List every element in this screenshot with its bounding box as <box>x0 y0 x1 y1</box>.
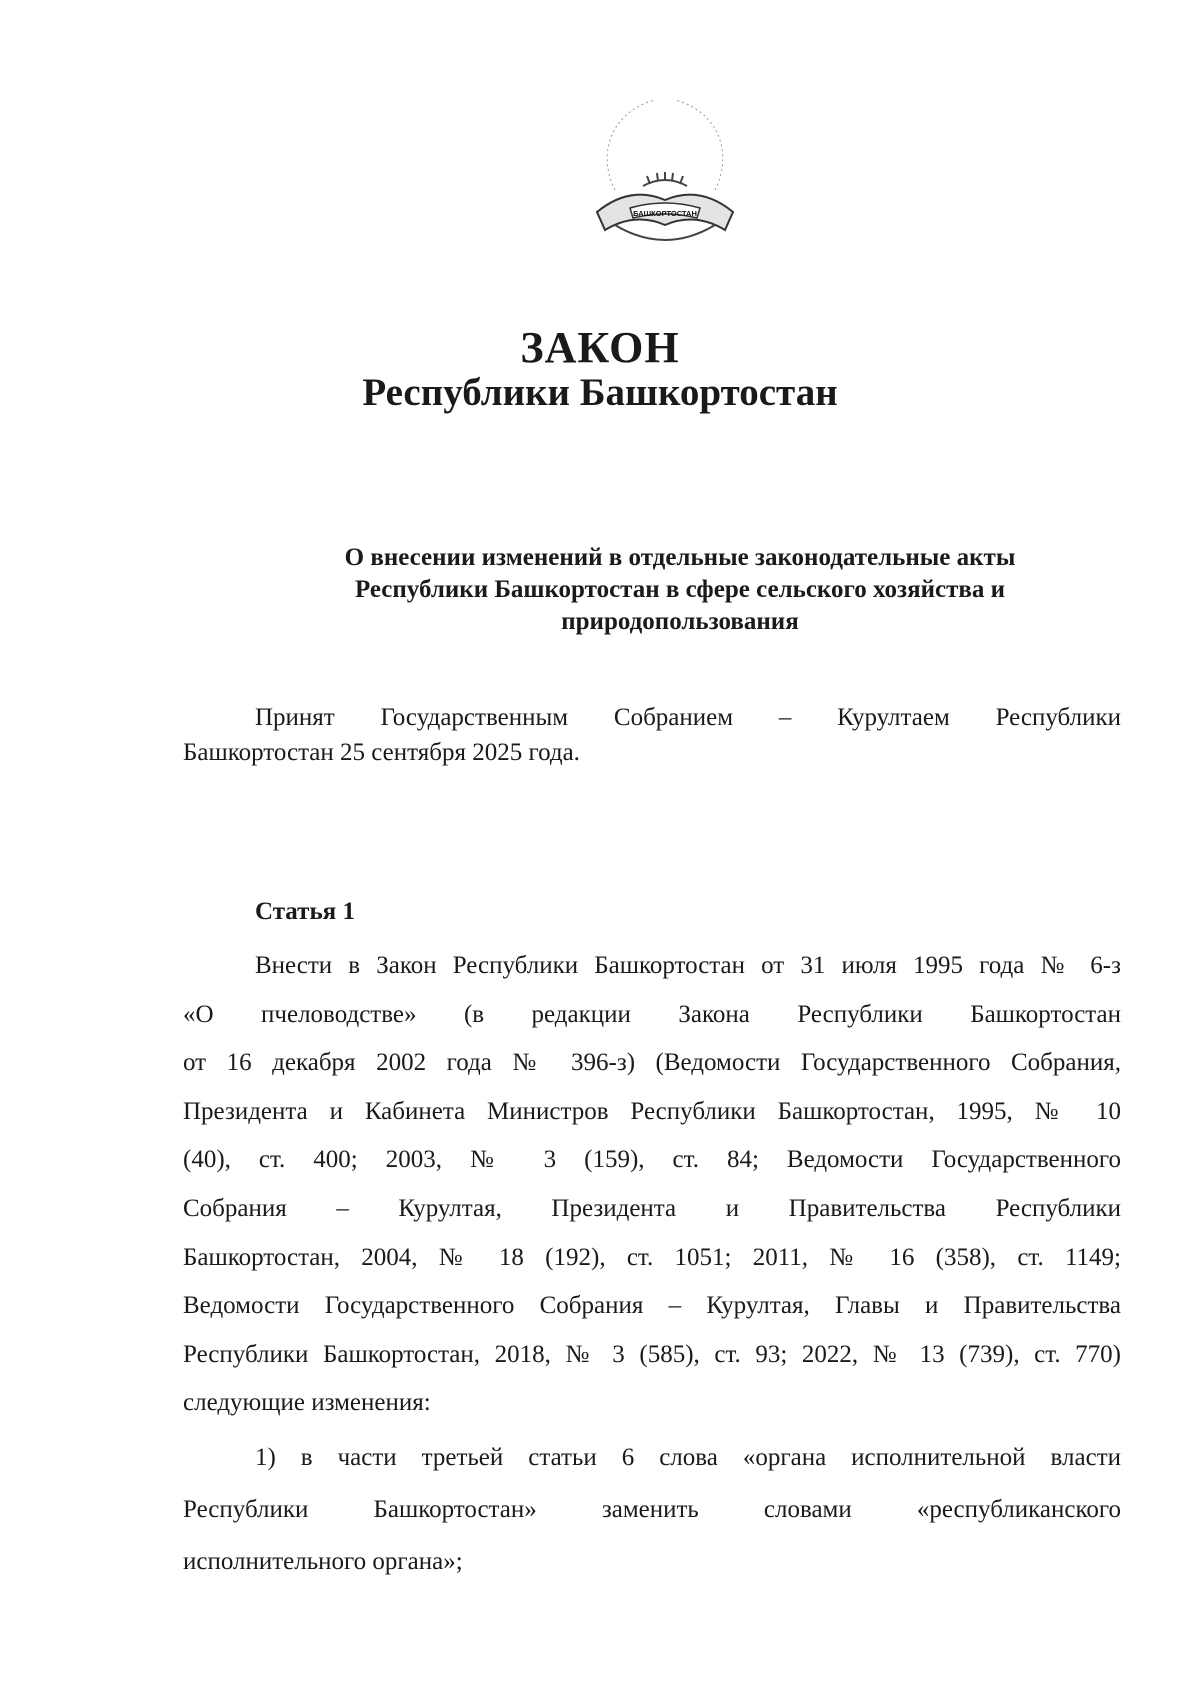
item-line: исполнительного органа»; <box>183 1548 463 1575</box>
article-line: Башкортостан, 2004, № 18 (192), ст. 1051; 2011, № 16 (358), ст. 1149; <box>183 1243 1121 1271</box>
article-line: Президента и Кабинета Министров Республики Башкортостан, 1995, № 10 <box>183 1097 1121 1125</box>
article-title: Статья 1 <box>255 898 355 925</box>
article-item-1 <box>183 1432 1121 1588</box>
subject-line: О внесении изменений в отдельные законодательные акты <box>344 544 1016 571</box>
adoption-note <box>183 700 1121 770</box>
article-line: Внести в Закон Республики Башкортостан от 31 июля 1995 года № 6-з <box>255 952 1121 979</box>
law-subject <box>230 542 1130 638</box>
subject-line: природопользования <box>561 608 799 635</box>
article-line: «О пчеловодстве» (в редакции Закона Республики Башкортостан <box>183 1000 1121 1028</box>
law-subtitle: Республики Башкортостан <box>362 371 838 414</box>
article-line: от 16 декабря 2002 года № 396-з) (Ведомости Государственного Собрания, <box>183 1049 1121 1077</box>
article-line: Ведомости Государственного Собрания – Курултая, Главы и Правительства <box>183 1292 1121 1320</box>
item-line: 1) в части третьей статьи 6 слова «органа исполнительной власти <box>255 1444 1121 1471</box>
subject-line: Республики Башкортостан в сфере сельского хозяйства и <box>354 576 1006 603</box>
article-line: Республики Башкортостан, 2018, № 3 (585), ст. 93; 2022, № 13 (739), ст. 770) <box>183 1340 1121 1368</box>
adoption-line: Принят Государственным Собранием – Курултаем Республики <box>255 704 1121 731</box>
article-body <box>183 942 1121 1428</box>
bashkortostan-emblem-icon <box>575 90 755 260</box>
adoption-line: Башкортостан 25 сентября 2025 года. <box>183 739 580 766</box>
article-line: (40), ст. 400; 2003, № 3 (159), ст. 84; Ведомости Государственного <box>183 1146 1121 1174</box>
law-title: ЗАКОН <box>520 323 680 372</box>
article-line: Собрания – Курултая, Президента и Правительства Республики <box>183 1194 1121 1222</box>
article-line: следующие изменения: <box>183 1389 431 1417</box>
emblem-ribbon-text: БАШКОРТОСТАН <box>633 209 697 218</box>
item-line: Республики Башкортостан» заменить словами «республиканского <box>183 1496 1121 1523</box>
